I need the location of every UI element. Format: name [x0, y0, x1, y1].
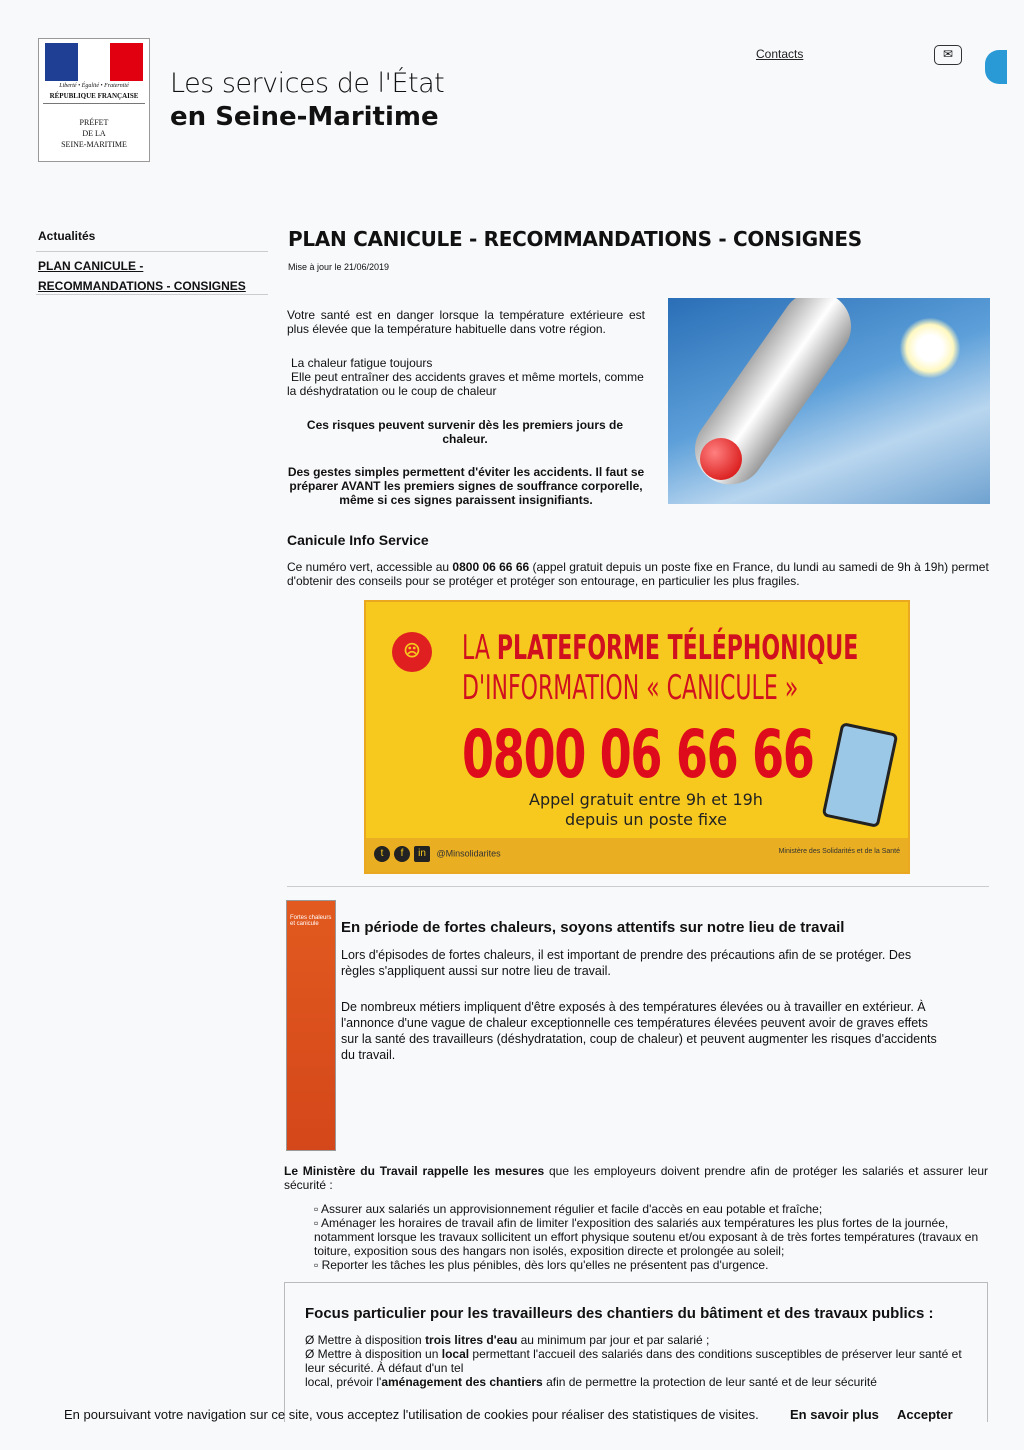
update-date: Mise à jour le 21/06/2019	[288, 262, 390, 272]
work-paragraph-1: Lors d'épisodes de fortes chaleurs, il est important de prendre des précautions afin de se protéger. Des règles s'appliquent aussi sur notre lieu de travail.	[341, 948, 912, 978]
accept-cookies-button[interactable]: Accepter	[897, 1407, 953, 1422]
focus-text: Ø Mettre à disposition un	[305, 1347, 442, 1361]
info-service-text	[287, 560, 989, 588]
ministry-bold: Le Ministère du Travail rappelle les mesures	[284, 1164, 545, 1178]
measure-text: Assurer aux salariés un approvisionnement régulier et facile d'accès en eau potable et fraîche;	[320, 1202, 823, 1216]
measure-text: Reporter les tâches les plus pénibles, dès lors qu'elles ne présentent pas d'urgence.	[321, 1258, 769, 1272]
learn-more-link[interactable]: En savoir plus	[790, 1407, 879, 1422]
site-title-line2: en Seine-Maritime	[170, 102, 439, 132]
banner-line2: D'INFORMATION « CANICULE »	[462, 668, 799, 708]
focus-heading: Focus particulier pour les travailleurs des chantiers du bâtiment et des travaux publics :	[305, 1305, 934, 1322]
fatigue-line2: Elle peut entraîner des accidents graves et même mortels, comme la déshydratation ou le coup de chaleur	[287, 370, 644, 398]
measures-list	[314, 1202, 986, 1272]
info-number: 0800 06 66 66	[452, 560, 530, 574]
banner-line1	[462, 630, 858, 666]
twitter-icon: t	[374, 846, 390, 862]
ministry-intro	[284, 1164, 988, 1192]
banner-la: LA	[462, 628, 497, 668]
divider	[36, 251, 268, 252]
cookie-banner	[0, 1403, 1024, 1429]
sun-icon	[900, 318, 960, 378]
divider	[36, 294, 268, 295]
prefecture-logo[interactable]	[38, 38, 150, 162]
focus-list	[305, 1333, 975, 1389]
angry-sun-icon: ☹	[392, 632, 432, 672]
mail-icon[interactable]: ✉	[934, 45, 962, 65]
thermometer-image	[668, 298, 990, 504]
focus-item	[305, 1333, 975, 1347]
fatigue-line1: La chaleur fatigue toujours	[291, 356, 433, 370]
measure-text: Aménager les horaires de travail afin de limiter l'exposition des salariés aux températures les plus fortes de la journée, notamment lorsque les travaux sollicitent un effort physique soutenu et/ou exposant à de très fortes températures (travaux en toiture, exposition sous des hangars non isolés, exposition directe et prolongée au soleil;	[314, 1216, 979, 1258]
twitter-icon[interactable]	[985, 50, 1007, 84]
focus-text: Ø Mettre à disposition	[305, 1333, 426, 1347]
risks-text: Ces risques peuvent survenir dès les premiers jours de chaleur.	[306, 418, 624, 446]
measure-item: ▫ Aménager les horaires de travail afin de limiter l'exposition des salariés aux températures les plus fortes de la journée, notamment lorsque les travaux sollicitent un effort physique soutenu et/ou exposant à de très fortes températures (travaux en toiture, exposition sous des hangars non isolés, exposition directe et prolongée au soleil;	[314, 1216, 979, 1258]
poster-title: Fortes chaleurs et canicule	[290, 915, 332, 927]
info-pre: Ce numéro vert, accessible au	[287, 560, 453, 574]
logo-prefect: PRÉFET DE LA SEINE-MARITIME	[61, 118, 127, 149]
banner-phone-number: 0800 06 66 66	[462, 716, 814, 793]
banner-sub1: Appel gratuit entre 9h et 19h	[529, 790, 763, 809]
work-paragraph-2: De nombreux métiers impliquent d'être exposés à des températures élevées ou à travailler en extérieur. À l'annonce d'une vague de chaleur exceptionnelle ces températures élevées peuvent avoir de graves effets sur la santé des travailleurs (déshydratation, coup de chaleur) et peuvent augmenter les risques d'accidents du travail.	[341, 1000, 937, 1062]
facebook-icon: f	[394, 846, 410, 862]
info-service-heading: Canicule Info Service	[287, 532, 429, 548]
gestures-text: Des gestes simples permettent d'éviter les accidents. Il faut se préparer AVANT les premiers signes de souffrance corporelle, même si ces signes paraissent insignifiants.	[287, 465, 645, 507]
focus-box	[284, 1282, 988, 1422]
banner-sub2: depuis un poste fixe	[565, 810, 727, 829]
page-title: PLAN CANICULE - RECOMMANDATIONS - CONSIGNES	[288, 227, 862, 251]
cookie-text: En poursuivant votre navigation sur ce site, vous acceptez l'utilisation de cookies pour réaliser des statistiques de visites.	[64, 1407, 759, 1422]
banner-plateforme: PLATEFORME TÉLÉPHONIQUE	[496, 628, 859, 668]
logo-motto: Liberté • Égalité • Fraternité	[59, 83, 129, 89]
measure-item: ▫ Assurer aux salariés un approvisionnement régulier et facile d'accès en eau potable et fraîche;	[314, 1202, 823, 1216]
info-post: (appel gratuit depuis un poste fixe en France, du lundi au samedi de 9h à 19h) permet d'obtenir des conseils pour se protéger et protéger son entourage, en particulier les plus fragiles.	[287, 560, 989, 588]
focus-bold: local	[441, 1347, 470, 1361]
focus-item	[305, 1375, 975, 1389]
focus-text: afin de permettre la protection de leur santé et de leur sécurité	[542, 1375, 877, 1389]
thermometer-bulb	[700, 438, 742, 480]
fatigue-text	[287, 356, 645, 398]
banner-ministry: Ministère des Solidarités et de la Santé	[778, 848, 900, 855]
work-heading: En période de fortes chaleurs, soyons attentifs sur notre lieu de travail	[341, 919, 845, 936]
sidebar-heading: Actualités	[38, 229, 96, 243]
focus-bold: trois litres d'eau	[425, 1333, 518, 1347]
linkedin-icon: in	[414, 846, 430, 862]
banner-subtitle	[496, 790, 796, 830]
banner-footer	[366, 838, 908, 872]
site-title-line1: Les services de l'État	[170, 68, 445, 99]
sidebar-item-plan-canicule[interactable]: PLAN CANICULE - RECOMMANDATIONS - CONSIGNES	[38, 259, 246, 293]
heat-work-poster	[286, 900, 336, 1151]
contacts-link[interactable]: Contacts	[756, 47, 804, 61]
intro-text: Votre santé est en danger lorsque la température extérieure est plus élevée que la température habituelle dans votre région.	[287, 308, 645, 336]
focus-text: au minimum par jour et par salarié ;	[517, 1333, 710, 1347]
divider	[287, 886, 989, 887]
canicule-hotline-banner	[364, 600, 910, 874]
banner-handle: @Minsolidarites	[436, 848, 501, 859]
focus-item	[305, 1347, 975, 1375]
measure-item: ▫ Reporter les tâches les plus pénibles, dès lors qu'elles ne présentent pas d'urgence.	[314, 1258, 769, 1272]
mobile-phone-icon	[822, 722, 899, 828]
ministry-rest: que les employeurs doivent prendre afin de protéger les salariés et assurer leur sécurité :	[284, 1164, 988, 1192]
focus-text: local, prévoir l'	[305, 1375, 382, 1389]
focus-bold: aménagement des chantiers	[381, 1375, 543, 1389]
logo-republic: RÉPUBLIQUE FRANÇAISE	[43, 92, 145, 104]
marianne-flag	[45, 43, 143, 81]
focus-text: permettant l'accueil des salariés dans des conditions susceptibles de préserver leur santé et leur sécurité. À défaut d'un tel	[305, 1347, 962, 1375]
